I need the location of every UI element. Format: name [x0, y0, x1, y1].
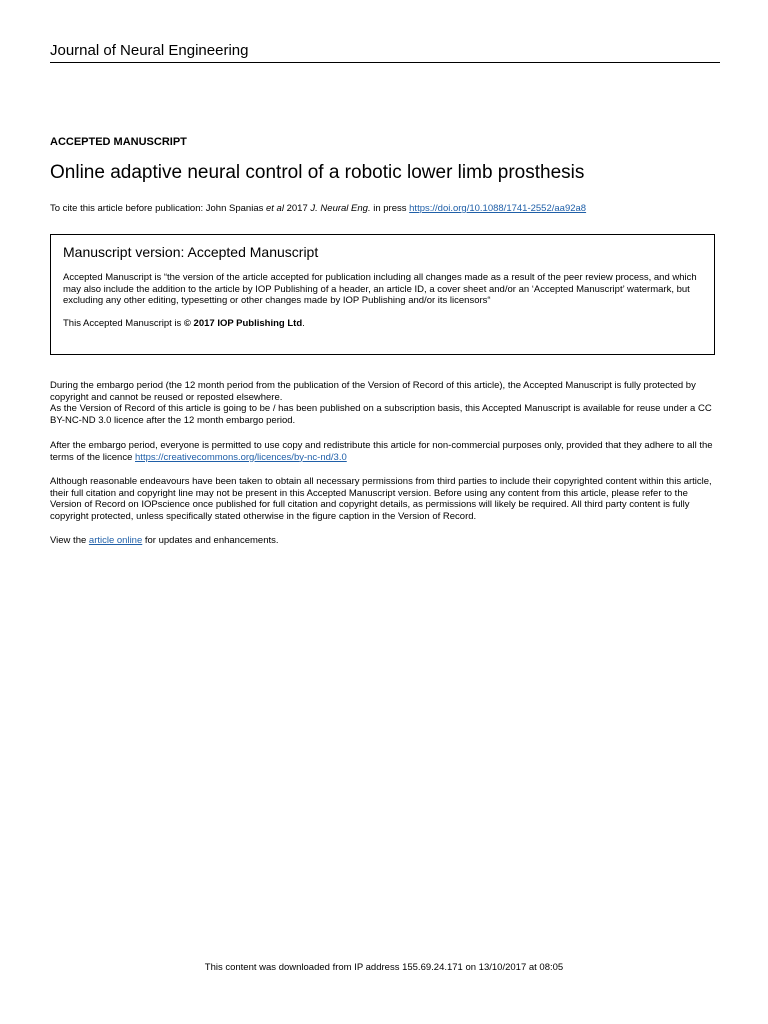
- box-copyright: [63, 318, 702, 330]
- box-definition: Accepted Manuscript is “the version of the article accepted for publication including all changes made as a result of the peer review process, and which may also include the addition to the article by IOP Publishing of a header, an article ID, a cover sheet and/or an ‘Accepted Manuscript’ watermark, but excluding any other editing, typesetting or other changes made by IOP Publishing and/or its licensors“: [63, 272, 697, 306]
- manuscript-version-box: [50, 234, 715, 355]
- subscription-paragraph: As the Version of Record of this article is going to be / has been published on a subscription basis, this Accepted Manuscript is available for reuse under a CC BY-NC-ND 3.0 licence after the 12 month embargo period.: [50, 403, 712, 426]
- citation-journal: J. Neural Eng.: [310, 203, 371, 214]
- box-title: Manuscript version: Accepted Manuscript: [63, 244, 319, 260]
- doi-link[interactable]: https://doi.org/10.1088/1741-2552/aa92a8: [409, 203, 587, 214]
- third-party-block: [50, 476, 720, 522]
- after-embargo-text: After the embargo period, everyone is permitted to use copy and redistribute this article for non-commercial purposes only, provided that they adhere to all the terms of the licence: [50, 440, 713, 463]
- after-embargo-paragraph: [50, 440, 720, 463]
- view-prefix: View the: [50, 535, 89, 546]
- download-footer: This content was downloaded from IP address 155.69.24.171 on 13/10/2017 at 08:05: [204, 962, 564, 973]
- manuscript-label: ACCEPTED MANUSCRIPT: [50, 136, 187, 148]
- view-online-block: [50, 535, 720, 547]
- copyright-suffix: .: [302, 317, 305, 329]
- article-title: Online adaptive neural control of a robotic lower limb prosthesis: [50, 162, 585, 183]
- citation-prefix: To cite this article before publication: John Spanias: [50, 203, 266, 214]
- citation-status: in press: [370, 203, 410, 214]
- view-suffix: for updates and enhancements.: [142, 535, 279, 546]
- embargo-block: [50, 380, 720, 426]
- third-party-paragraph: Although reasonable endeavours have been taken to obtain all necessary permissions from third parties to include their copyrighted content within this article, their full citation and copyright line may not be present in this Accepted Manuscript version. Before using any content from this article, please refer to the Version of Record on IOPscience once published for full citation and copyright details, as permissions will likely be required. All third party content is fully copyright protected, unless specifically stated otherwise in the figure caption in the Version of Record.: [50, 476, 712, 522]
- licence-link[interactable]: https://creativecommons.org/licences/by-nc-nd/3.0: [135, 451, 347, 463]
- citation-line: [50, 203, 750, 214]
- licence-block: [50, 440, 720, 463]
- journal-header: Journal of Neural Engineering: [50, 42, 720, 63]
- copyright-prefix: This Accepted Manuscript is: [63, 317, 184, 329]
- view-online-paragraph: [50, 535, 720, 547]
- article-online-link[interactable]: article online: [88, 535, 143, 546]
- citation-year: 2017: [283, 203, 311, 214]
- embargo-paragraph: During the embargo period (the 12 month period from the publication of the Version of Record of this article), the Accepted Manuscript is fully protected by copyright and cannot be reused or reposted elsewhere.: [50, 380, 696, 403]
- citation-etal: et al: [266, 203, 284, 214]
- copyright-holder: © 2017 IOP Publishing Ltd: [183, 317, 303, 329]
